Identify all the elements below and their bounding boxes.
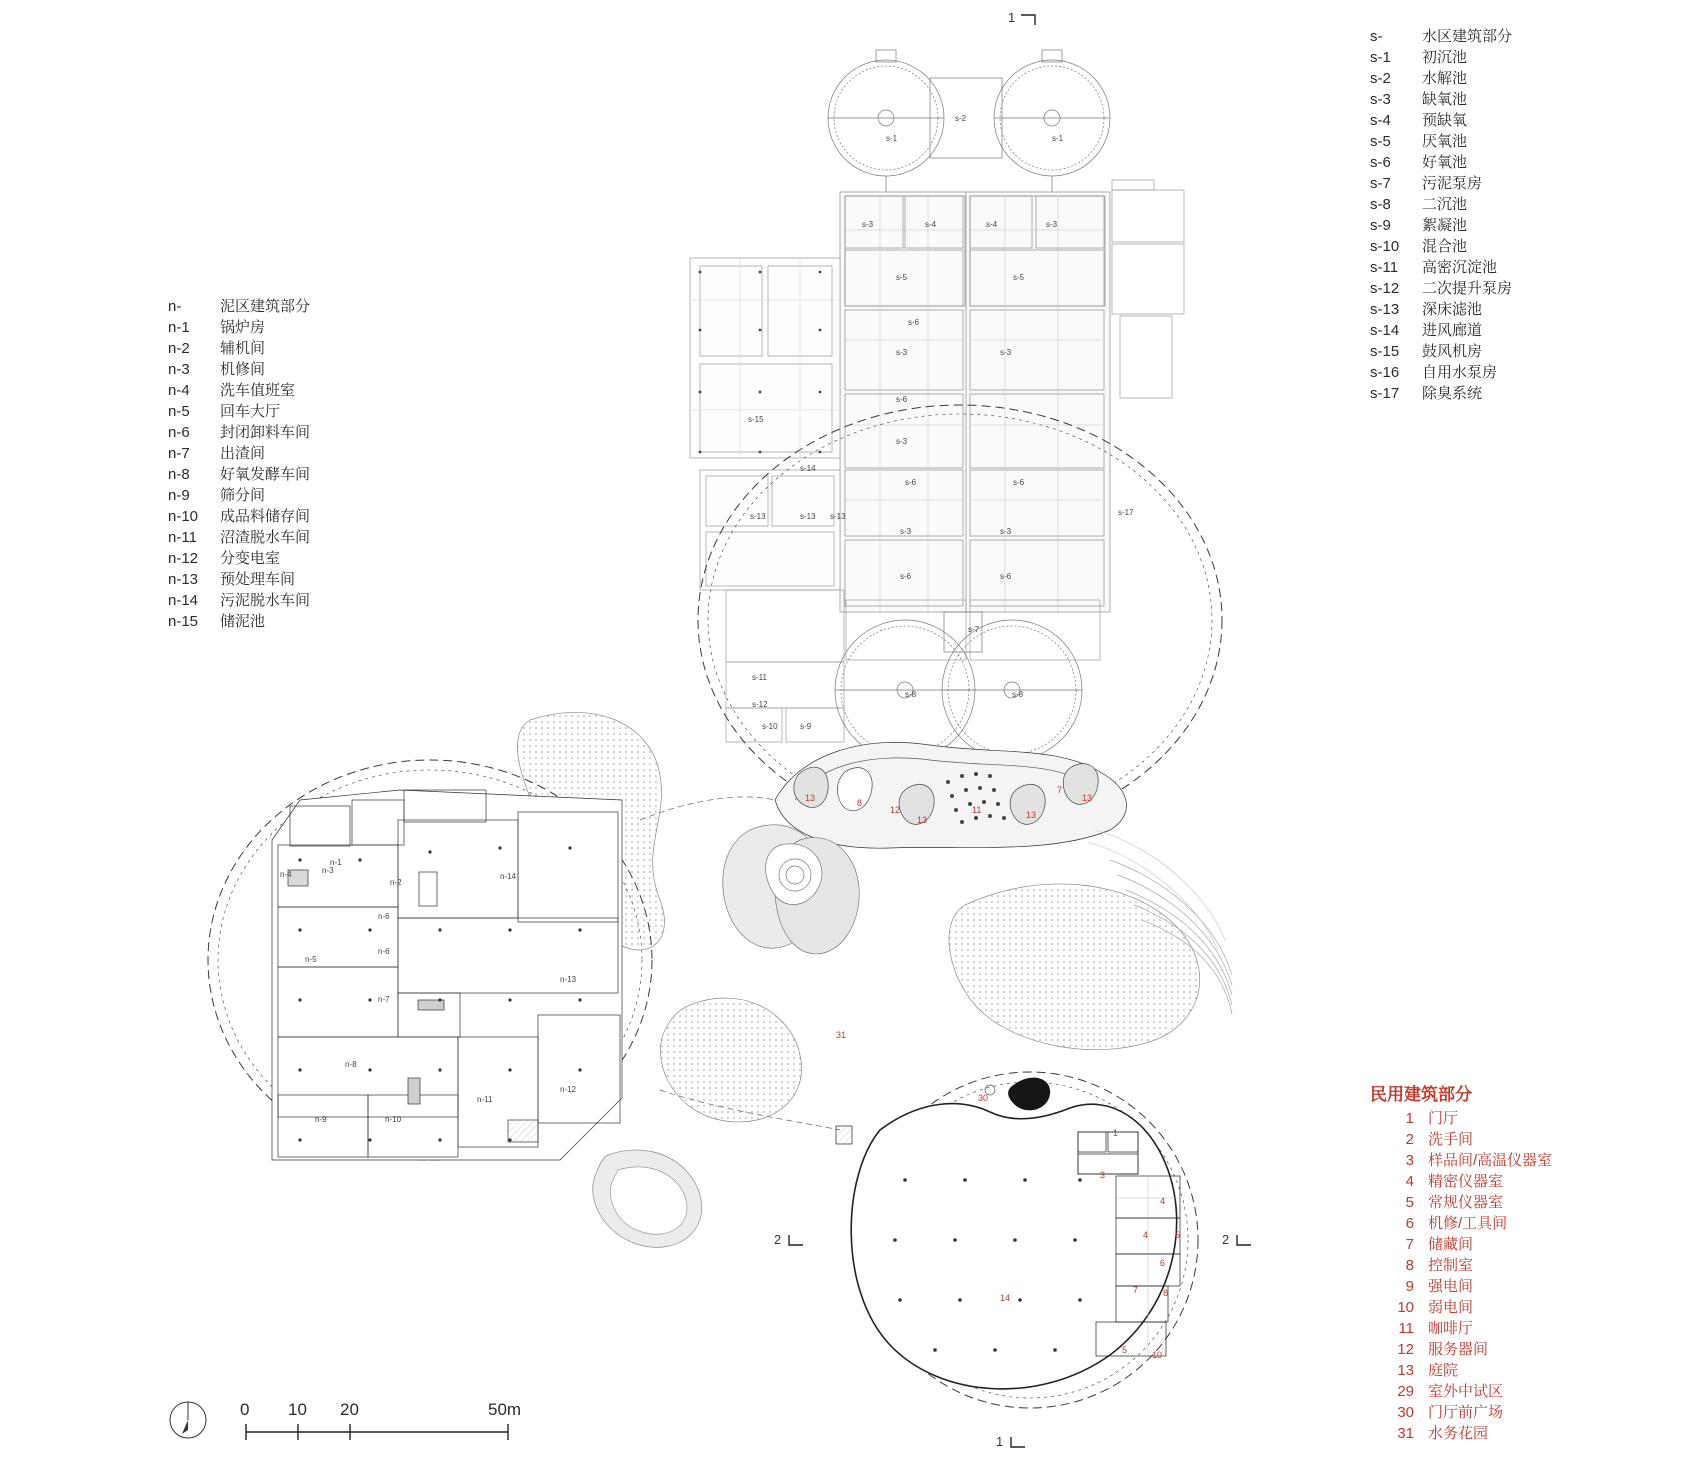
- plan-room-label: n-6: [378, 912, 390, 921]
- legend-item-label: 水务花园: [1428, 1425, 1489, 1442]
- legend-item-code: n-12: [168, 550, 199, 567]
- legend-item: [1370, 89, 1512, 110]
- legend-item-code: s-12: [1370, 280, 1400, 297]
- legend-item-code: s-4: [1370, 112, 1391, 129]
- legend-item-label: 机修间: [220, 361, 266, 378]
- plan-room-label: s-3: [862, 220, 874, 229]
- legend-item-code: 10: [1397, 1299, 1414, 1316]
- legend-item: [168, 443, 310, 464]
- legend-item: [1370, 131, 1512, 152]
- legend-item-label: 分变电室: [220, 550, 281, 567]
- legend-item-code: n-2: [168, 340, 190, 357]
- legend-item: [168, 380, 310, 401]
- legend-item-label: 除臭系统: [1422, 385, 1483, 402]
- legend-item-label: 封闭卸料车间: [220, 424, 311, 441]
- legend-item: [1370, 1171, 1552, 1192]
- plan-room-label: n-14: [500, 872, 517, 881]
- legend-item-label: 成品料储存间: [220, 508, 311, 525]
- reactor-basins-block: [840, 192, 1110, 612]
- legend-item: [1370, 1108, 1552, 1129]
- legend-item-label: 回车大厅: [220, 403, 281, 420]
- plan-room-label: s-12: [752, 700, 768, 709]
- legend-item-code: s-8: [1370, 196, 1391, 213]
- plan-room-label: s-2: [955, 114, 967, 123]
- plan-room-label: 5: [1122, 1345, 1128, 1355]
- legend-item-label: 二沉池: [1422, 196, 1468, 213]
- legend-item: [168, 464, 310, 485]
- plan-room-label: n-1: [330, 858, 342, 867]
- legend-item-code: 6: [1405, 1215, 1414, 1232]
- scale-bar-graphic: [240, 1420, 540, 1442]
- plan-room-label: s-3: [896, 437, 908, 446]
- legend-item-code: s-14: [1370, 322, 1400, 339]
- plan-room-label: 31: [836, 1030, 847, 1040]
- legend-item: [168, 317, 310, 338]
- north-arrow-icon: [168, 1400, 208, 1440]
- legend-item-code: s-3: [1370, 91, 1391, 108]
- section-mark-2-left: [774, 1232, 807, 1249]
- legend-title-label: 泥区建筑部分: [220, 298, 311, 315]
- legend-item-code: 8: [1405, 1257, 1414, 1274]
- legend-item-code: n-6: [168, 424, 190, 441]
- plan-room-label: s-5: [896, 273, 908, 282]
- legend-item-code: 13: [1397, 1362, 1414, 1379]
- plan-room-label: s-7: [968, 625, 980, 634]
- plan-room-label: s-4: [986, 220, 998, 229]
- legend-item: [1370, 152, 1512, 173]
- section-mark-1-top: [1008, 10, 1041, 27]
- plan-room-label: s-8: [1012, 690, 1024, 699]
- legend-item-code: s-9: [1370, 217, 1391, 234]
- legend-item-label: 厌氧池: [1422, 133, 1468, 150]
- legend-item-code: n-14: [168, 592, 199, 609]
- legend-item-code: n-3: [168, 361, 190, 378]
- section-mark-2-right: [1222, 1232, 1255, 1249]
- legend-item-label: 储藏间: [1428, 1236, 1474, 1253]
- legend-item-code: s-7: [1370, 175, 1391, 192]
- legend-item: [1370, 1150, 1552, 1171]
- section-mark-label: 1: [996, 1434, 1004, 1449]
- plan-room-label: s-13: [800, 512, 816, 521]
- legend-item-label: 深床滤池: [1422, 301, 1483, 318]
- legend-item-label: 洗车值班室: [220, 382, 296, 399]
- legend-item: [1370, 110, 1512, 131]
- plan-room-label: s-6: [905, 478, 917, 487]
- legend-item-label: 庭院: [1428, 1362, 1459, 1379]
- plan-room-label: 5: [1175, 1230, 1181, 1240]
- plan-room-label: n-2: [390, 878, 402, 887]
- legend-item-code: s-11: [1370, 259, 1399, 276]
- plan-room-label: 11: [972, 805, 982, 815]
- plan-room-label: n-4: [280, 870, 292, 879]
- plan-room-label: 8: [857, 798, 863, 808]
- legend-item-code: 7: [1405, 1236, 1414, 1253]
- plan-room-label: 3: [1100, 1170, 1106, 1180]
- legend-item-label: 咖啡厅: [1428, 1320, 1474, 1337]
- legend-civil-title: 民用建筑部分: [1370, 1085, 1472, 1104]
- plan-room-label: n-8: [345, 1060, 357, 1069]
- plan-room-label: s-6: [908, 318, 920, 327]
- legend-item-label: 洗手间: [1428, 1131, 1474, 1148]
- legend-item-code: n-5: [168, 403, 190, 420]
- legend-item: [168, 422, 310, 443]
- plan-room-label: s-13: [830, 512, 846, 521]
- legend-item: [168, 485, 310, 506]
- legend-item-label: 水解池: [1422, 70, 1468, 87]
- legend-item-code: 2: [1405, 1131, 1414, 1148]
- legend-item-label: 室外中试区: [1428, 1383, 1504, 1400]
- plan-room-label: s-6: [900, 572, 912, 581]
- legend-item-label: 辅机间: [220, 340, 266, 357]
- legend-title-row: [1370, 26, 1512, 47]
- plan-room-label: n-13: [560, 975, 577, 984]
- scale-tick-20: 20: [340, 1400, 359, 1419]
- plan-room-label: s-3: [896, 348, 908, 357]
- legend-item-label: 初沉池: [1422, 49, 1468, 66]
- plan-room-label: n-9: [315, 1115, 327, 1124]
- legend-item-label: 样品间/高温仪器室: [1428, 1152, 1553, 1169]
- legend-item-label: 储泥池: [220, 613, 266, 630]
- legend-title-code: s-: [1370, 28, 1383, 45]
- legend-item-label: 絮凝池: [1422, 217, 1468, 234]
- legend-item-label: 好氧发酵车间: [220, 466, 311, 483]
- plan-room-label: 6: [1160, 1258, 1166, 1268]
- plan-room-label: 13: [917, 815, 928, 825]
- legend-item: [1370, 1276, 1552, 1297]
- legend-item-code: s-10: [1370, 238, 1400, 255]
- legend-item: [168, 506, 310, 527]
- legend-item-label: 预处理车间: [220, 571, 296, 588]
- legend-item: [1370, 1423, 1552, 1444]
- plan-room-label: s-1: [886, 134, 898, 143]
- section-mark-1-bottom: [996, 1434, 1029, 1451]
- legend-item: [168, 527, 310, 548]
- lower-plant-rooms: [726, 590, 1100, 742]
- legend-item-code: 31: [1397, 1425, 1414, 1442]
- plan-room-label: s-11: [752, 673, 767, 682]
- scale-tick-50: 50m: [488, 1400, 522, 1419]
- plan-room-label: 13: [1082, 793, 1093, 803]
- legend-item-label: 弱电间: [1428, 1299, 1474, 1316]
- plan-room-label: s-17: [1118, 508, 1134, 517]
- plan-room-label: s-3: [1046, 220, 1058, 229]
- legend-item-code: 12: [1397, 1341, 1414, 1358]
- legend-item: [168, 401, 310, 422]
- section-mark-icon: [785, 1233, 807, 1249]
- plan-room-label: 14: [1000, 1293, 1011, 1303]
- legend-item-code: s-5: [1370, 133, 1391, 150]
- legend-item: [1370, 47, 1512, 68]
- legend-item: [1370, 1234, 1552, 1255]
- legend-item-code: s-1: [1370, 49, 1391, 66]
- legend-item-label: 二次提升泵房: [1422, 280, 1513, 297]
- legend-item-code: s-13: [1370, 301, 1400, 318]
- plan-room-label: 7: [1133, 1285, 1139, 1295]
- plan-room-label: n-11: [477, 1095, 493, 1104]
- legend-title-code: n-: [168, 298, 182, 315]
- plan-room-label: s-6: [896, 395, 908, 404]
- legend-item-code: 29: [1397, 1383, 1414, 1400]
- legend-item: [1370, 1402, 1552, 1423]
- legend-item-label: 鼓风机房: [1422, 343, 1483, 360]
- legend-item-code: n-13: [168, 571, 199, 588]
- legend-item: [1370, 236, 1512, 257]
- plan-room-label: n-12: [560, 1085, 577, 1094]
- legend-item-label: 控制室: [1428, 1257, 1474, 1274]
- legend-item-code: n-4: [168, 382, 190, 399]
- plan-room-label: s-13: [750, 512, 766, 521]
- legend-civil-area: [1370, 1070, 1552, 1444]
- legend-item: [1370, 341, 1512, 362]
- legend-item-label: 机修/工具间: [1428, 1215, 1508, 1232]
- legend-item: [1370, 257, 1512, 278]
- plan-room-label: 4: [1160, 1196, 1166, 1206]
- legend-item: [1370, 68, 1512, 89]
- plan-room-label: n-3: [322, 866, 334, 875]
- right-annex-buildings: [1112, 180, 1184, 398]
- section-mark-label: 1: [1008, 10, 1016, 25]
- legend-item: [1370, 1297, 1552, 1318]
- legend-item-label: 常规仪器室: [1428, 1194, 1504, 1211]
- legend-item-label: 缺氧池: [1422, 91, 1468, 108]
- legend-item-code: s-6: [1370, 154, 1391, 171]
- legend-item-label: 高密沉淀池: [1422, 259, 1498, 276]
- plan-room-label: 12: [890, 805, 901, 815]
- legend-item-label: 污泥脱水车间: [220, 592, 311, 609]
- plan-room-label: 8: [1163, 1288, 1169, 1298]
- plan-room-label: 13: [805, 793, 816, 803]
- plan-room-label: n-6: [378, 947, 390, 956]
- plan-room-label: n-5: [305, 955, 317, 964]
- legend-item: [168, 338, 310, 359]
- primary-settling-tanks: [828, 50, 1110, 196]
- plan-room-label: n-10: [385, 1115, 402, 1124]
- plan-room-label: s-3: [1000, 527, 1012, 536]
- legend-item-label: 锅炉房: [220, 319, 266, 336]
- legend-item: [1370, 1213, 1552, 1234]
- legend-item-code: n-8: [168, 466, 190, 483]
- legend-item-label: 精密仪器室: [1428, 1173, 1504, 1190]
- legend-title-label: 水区建筑部分: [1422, 28, 1513, 45]
- legend-item-code: n-10: [168, 508, 199, 525]
- legend-item-code: n-9: [168, 487, 190, 504]
- plan-room-label: s-3: [900, 527, 912, 536]
- secondary-clarifiers: [835, 612, 1082, 760]
- legend-item: [1370, 362, 1512, 383]
- section-mark-label: 2: [774, 1232, 782, 1247]
- legend-item-label: 预缺氧: [1422, 112, 1468, 129]
- plan-room-label: s-15: [748, 415, 764, 424]
- plan-room-label: 4: [1143, 1230, 1149, 1240]
- legend-item-code: 9: [1405, 1278, 1414, 1295]
- plan-room-label: s-8: [905, 690, 917, 699]
- legend-item-code: n-15: [168, 613, 199, 630]
- legend-item: [1370, 1381, 1552, 1402]
- plan-room-label: s-6: [1000, 572, 1012, 581]
- legend-item-label: 自用水泵房: [1422, 364, 1498, 381]
- legend-item: [1370, 383, 1512, 404]
- legend-item: [1370, 1129, 1552, 1150]
- legend-item-label: 筛分间: [220, 487, 266, 504]
- legend-item-label: 进风廊道: [1422, 322, 1483, 339]
- legend-item: [1370, 320, 1512, 341]
- legend-item: [1370, 215, 1512, 236]
- legend-item: [1370, 173, 1512, 194]
- legend-item-label: 沼渣脱水车间: [220, 529, 311, 546]
- legend-item: [168, 359, 310, 380]
- legend-item: [1370, 299, 1512, 320]
- legend-item-label: 好氧池: [1422, 154, 1468, 171]
- legend-item-code: 11: [1398, 1320, 1414, 1337]
- legend-item-label: 门厅: [1428, 1110, 1459, 1127]
- blower-and-filter-halls: [690, 258, 840, 590]
- plan-room-label: s-14: [800, 464, 816, 473]
- legend-item-label: 强电间: [1428, 1278, 1474, 1295]
- plan-room-label: 10: [1152, 1350, 1163, 1360]
- plan-room-label: n-7: [378, 995, 390, 1004]
- legend-item: [168, 590, 310, 611]
- legend-item-code: 5: [1405, 1194, 1414, 1211]
- legend-item-label: 混合池: [1422, 238, 1468, 255]
- plan-room-label: s-9: [800, 722, 812, 731]
- legend-item-code: n-7: [168, 445, 190, 462]
- legend-item-label: 污泥泵房: [1422, 175, 1483, 192]
- legend-item: [1370, 194, 1512, 215]
- scale-tick-10: 10: [288, 1400, 307, 1419]
- legend-item: [1370, 278, 1512, 299]
- legend-item-code: 3: [1405, 1152, 1414, 1169]
- section-mark-icon: [1007, 1435, 1029, 1451]
- scale-tick-0: 0: [240, 1400, 250, 1419]
- scale-bar: [240, 1400, 540, 1447]
- plan-room-label: 13: [1026, 810, 1037, 820]
- legend-item-code: 1: [1405, 1110, 1414, 1127]
- legend-item-code: s-16: [1370, 364, 1400, 381]
- plan-room-label: s-6: [1013, 478, 1025, 487]
- legend-item-code: n-1: [168, 319, 190, 336]
- legend-item: [1370, 1255, 1552, 1276]
- plan-room-label: 7: [1057, 785, 1063, 795]
- plan-room-label: 1: [1113, 1128, 1119, 1138]
- central-pavilion: [775, 742, 1126, 848]
- legend-item-code: 4: [1405, 1173, 1414, 1190]
- plan-room-label: s-1: [1052, 134, 1064, 143]
- section-mark-label: 2: [1222, 1232, 1230, 1247]
- legend-item: [1370, 1192, 1552, 1213]
- legend-item: [168, 569, 310, 590]
- plan-room-label: s-4: [925, 220, 937, 229]
- plan-room-label: s-10: [762, 722, 778, 731]
- legend-item-code: s-17: [1370, 385, 1400, 402]
- section-mark-icon: [1019, 11, 1041, 27]
- legend-item-code: 30: [1397, 1404, 1414, 1421]
- legend-item-code: s-2: [1370, 70, 1391, 87]
- section-mark-icon: [1233, 1233, 1255, 1249]
- plan-room-label: s-5: [1013, 273, 1025, 282]
- legend-item-label: 门厅前广场: [1428, 1404, 1504, 1421]
- legend-item-label: 服务器间: [1428, 1341, 1489, 1358]
- laboratory-building: [836, 1078, 1190, 1389]
- plan-room-label: s-3: [1000, 348, 1012, 357]
- legend-item: [1370, 1339, 1552, 1360]
- legend-item: [168, 611, 310, 632]
- legend-item: [168, 548, 310, 569]
- legend-item-code: s-15: [1370, 343, 1400, 360]
- legend-item-label: 出渣间: [220, 445, 266, 462]
- legend-item: [1370, 1360, 1552, 1381]
- legend-sludge-area: [168, 296, 310, 632]
- legend-item: [1370, 1318, 1552, 1339]
- legend-water-area: [1370, 26, 1512, 404]
- legend-title-row: [168, 296, 310, 317]
- plan-room-label: 30: [978, 1093, 989, 1103]
- legend-item-code: n-11: [168, 529, 197, 546]
